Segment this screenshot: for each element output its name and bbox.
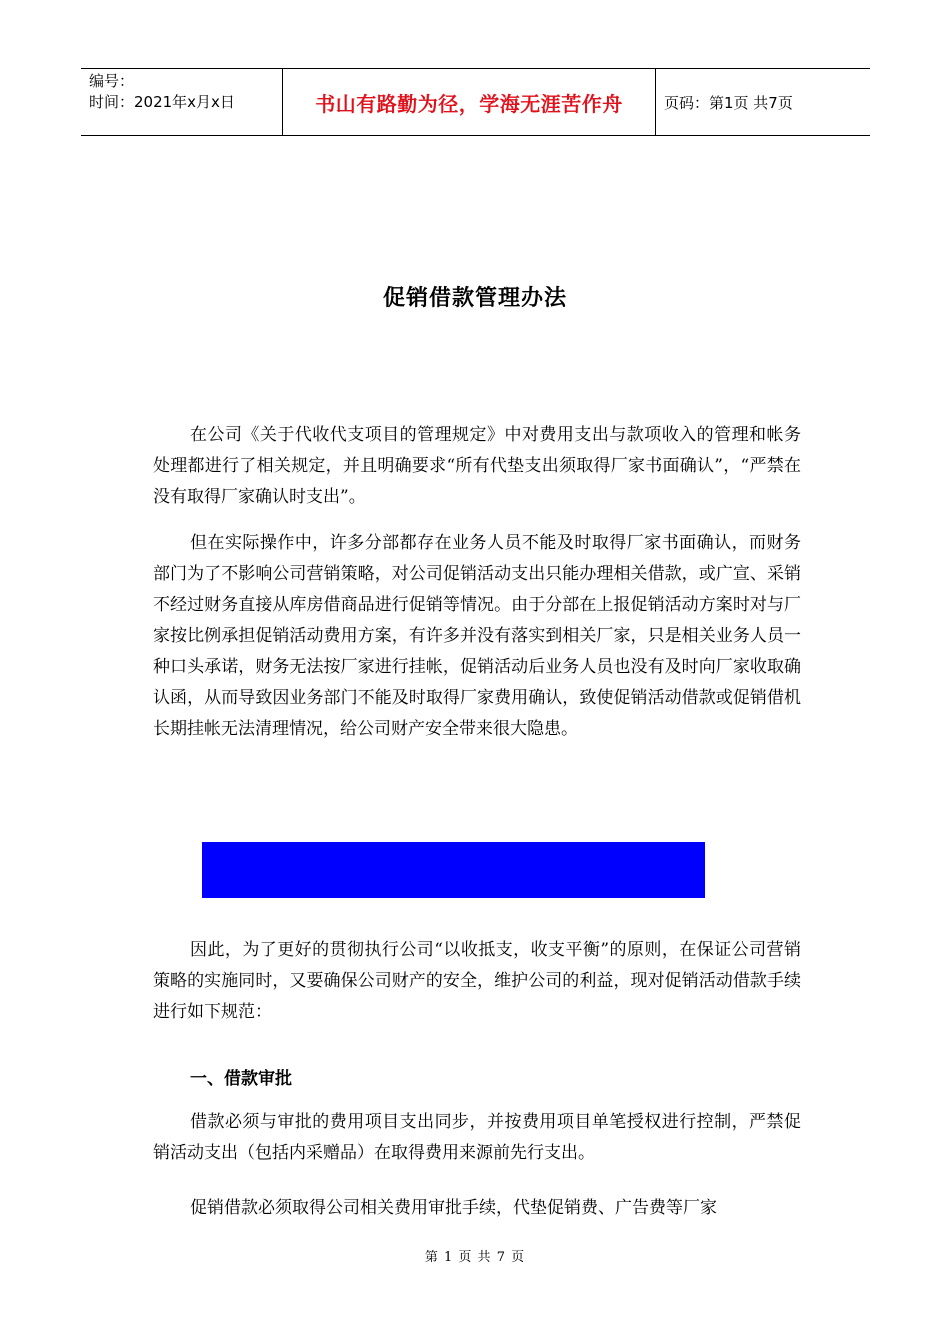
header-page-code: 页码：第1页 共7页 — [664, 93, 793, 112]
header-info-cell — [81, 69, 282, 135]
header-table — [81, 68, 870, 136]
section-heading-loan-approval: 一、借款审批 — [190, 1069, 292, 1089]
paragraph-approval-procedure: 促销借款必须取得公司相关费用审批手续，代垫促销费、广告费等厂家 — [190, 1198, 717, 1218]
document-time-label: 时间：2021年x月x日 — [89, 93, 235, 111]
page-footer: 第 1 页 共 7 页 — [424, 1250, 526, 1265]
paragraph-intro: 在公司《关于代收代支项目的管理规定》中对费用支出与款项收入的管理和帐务处理都进行了相关规定，并且明确要求“所有代垫支出须取得厂家书面确认”，“严禁在没有取得厂家确认时支出”。 — [153, 425, 801, 507]
document-number-label: 编号： — [89, 72, 135, 90]
paragraph-approval-rule: 借款必须与审批的费用项目支出同步，并按费用项目单笔授权进行控制，严禁促销活动支出（包括内采赠品）在取得费用来源前先行支出。 — [153, 1112, 801, 1163]
paragraph-situation: 但在实际操作中，许多分部都存在业务人员不能及时取得厂家书面确认，而财务部门为了不影响公司营销策略，对公司促销活动支出只能办理相关借款，或广宣、采销不经过财务直接从库房借商品进行促销等情况。由于分部在上报促销活动方案时对与厂家按比例承担促销活动费用方案，有许多并没有落实到相关厂家，只是相关业务人员一种口头承诺，财务无法按厂家进行挂帐，促销活动后业务人员也没有及时向厂家收取确认函，从而导致因业务部门不能及时取得厂家费用确认，致使促销活动借款或促销借机长期挂帐无法清理情况，给公司财产安全带来很大隐患。 — [153, 533, 801, 739]
paragraph-therefore: 因此，为了更好的贯彻执行公司“以收抵支，收支平衡”的原则，在保证公司营销策略的实施同时，又要确保公司财产的安全，维护公司的利益，现对促销活动借款手续进行如下规范： — [153, 940, 801, 1022]
document-title: 促销借款管理办法 — [382, 286, 567, 311]
blue-redaction-block — [202, 842, 705, 898]
header-motto: 书山有路勤为径，学海无涯苦作舟 — [282, 69, 656, 135]
